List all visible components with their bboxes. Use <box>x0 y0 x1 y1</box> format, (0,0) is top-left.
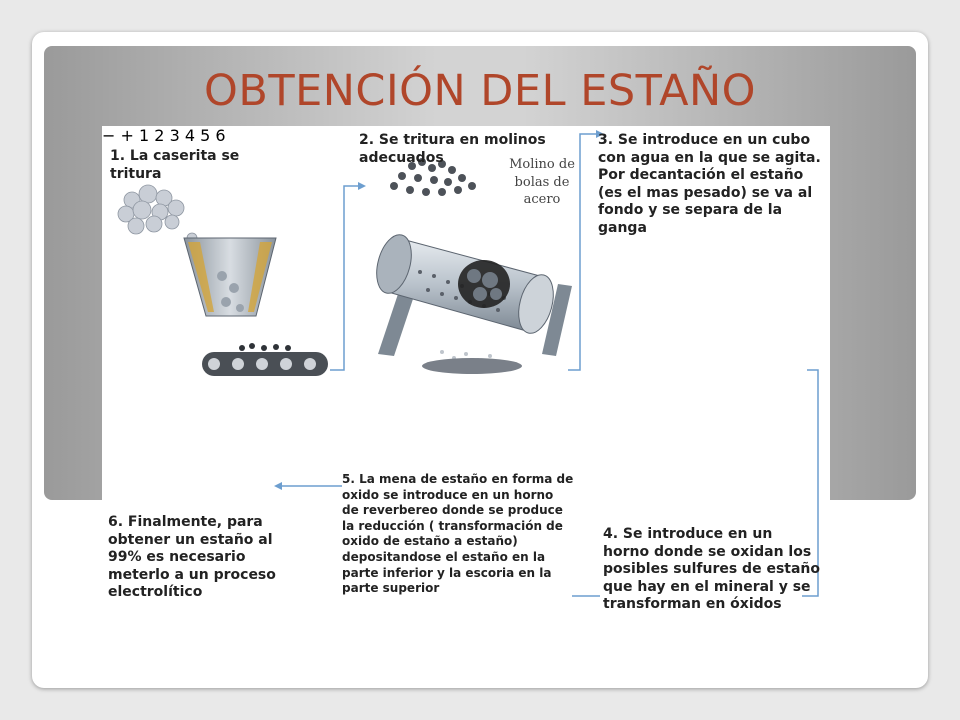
step-badge-6: 6 <box>215 126 226 145</box>
step-badge-4: 4 <box>184 126 196 145</box>
step-6-description: 6. Finalmente, para obtener un estaño al 99% es necesario meterlo a un proceso electrolítico <box>108 514 276 600</box>
step-2-description: 2. Se tritura en molinos adecuados <box>359 132 546 166</box>
step-badge-1: 1 <box>139 126 150 145</box>
step-badge-3: 3 <box>169 126 180 145</box>
step-1-description: 1. La caserita se tritura <box>110 148 240 182</box>
step-3-description: 3. Se introduce en un cubo con agua en la que se agita. Por decantación el estaño (es el mas pesado) se va al fondo y se separa de la ganga <box>598 132 821 236</box>
ball-mill-label: Molino de bolas de acero <box>509 157 575 208</box>
step-4-description: 4. Se introduce en un horno donde se oxidan los posibles sulfures de estaño que hay en el mineral y se transforman en óxidos <box>603 526 820 612</box>
positive-terminal-sign: + <box>120 126 134 145</box>
tin-process-diagram <box>102 126 830 662</box>
step-badge-5: 5 <box>200 126 211 145</box>
negative-terminal-sign: − <box>102 126 116 145</box>
step-5-description: 5. La mena de estaño en forma de oxido se introduce en un horno de reverbereo donde se produce la reducción ( transformación de oxido de estaño a estaño) depositandose el estaño en la parte inferior y la escoria en la parte superior <box>342 472 574 596</box>
slide-title: OBTENCIÓN DEL ESTAÑO <box>203 66 757 116</box>
step1-hopper-illustration <box>118 185 328 376</box>
step-badge-2: 2 <box>154 126 165 145</box>
